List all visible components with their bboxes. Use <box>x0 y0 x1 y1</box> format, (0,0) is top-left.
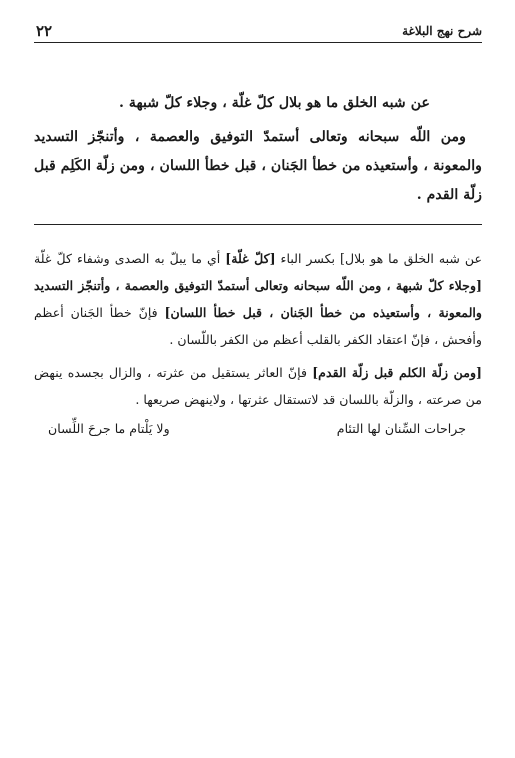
commentary-segment: عن شبه الخلق ما هو بلال] <box>340 251 483 266</box>
main-text <box>34 89 482 210</box>
commentary-quote: [كلّ غلّة] <box>225 251 276 266</box>
commentary <box>34 245 482 413</box>
header-title: شرح نهج البلاغة <box>402 24 482 38</box>
commentary-segment: أي ما يبلّ به الصدى وشفاء كلّ غلّة <box>34 251 226 266</box>
commentary-paragraph-1 <box>34 245 482 353</box>
commentary-segment: بكسر الباء <box>275 251 341 266</box>
commentary-quote: [ومن زلّة الكلم قبل زلّة القدم] <box>312 365 482 380</box>
main-text-paragraph: ومن اللّه سبحانه وتعالى أستمدّ التوفيق والعصمة ، وأتنجّز التسديد والمعونة ، وأستعيذه من خطأ الجَنان ، قبل خطأ اللسان ، ومن زلّة الكَلِم قبل زلّة القدم . <box>34 129 482 203</box>
commentary-segment: فإنّ العاثر يستقيل من عثرته ، والزال بجسده ينهض من صرعته ، والزلّة باللسان قد لاتستقال عثرتها ، ولاينهض صريعها . <box>34 365 482 407</box>
main-text-line: عن شبه الخلق ما هو بلال كلّ غلّة ، وجلاء كلّ شبهة . <box>118 95 430 111</box>
commentary-quote: [وجلاء كلّ شبهة ، ومن اللّه سبحانه وتعالى أستمدّ التوفيق والعصمة ، وأتنجّز التسديد والمعونة ، وأستعيذه من خطأ الجَنان ، قبل خطأ اللسان] <box>34 278 482 320</box>
verse-hemistich-first: جراحات السِّنان لها التئام <box>336 421 466 436</box>
running-header <box>34 20 482 43</box>
commentary-paragraph-2 <box>34 359 482 413</box>
separator-line <box>34 224 482 225</box>
verse-hemistich-second: ولا يَلْتام ما جرحَ اللِّسان <box>48 421 170 436</box>
commentary-segment: فإنّ خطأ الجَنان أعظم وأفحش ، فإنّ اعتقاد الكفر بالقلب أعظم من الكفر باللّسان . <box>34 305 482 347</box>
poetry-verse <box>34 421 482 436</box>
book-page <box>34 20 482 436</box>
page-number: ٢٢ <box>36 22 53 40</box>
